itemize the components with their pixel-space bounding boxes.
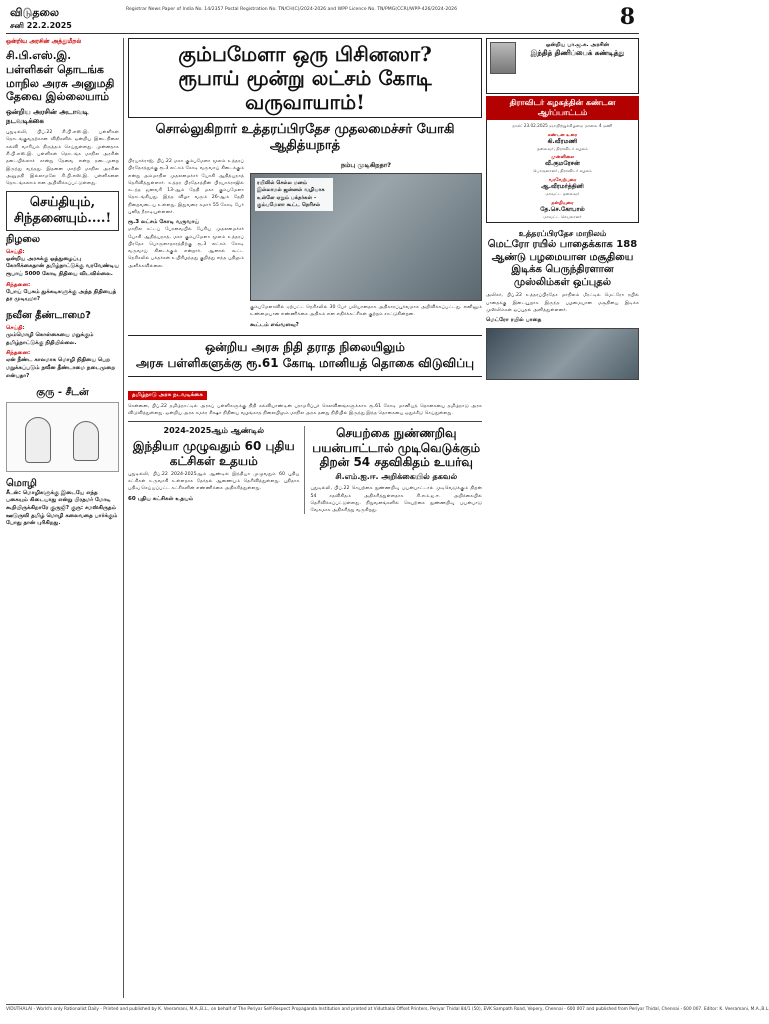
left-body: புதுடில்லி, பிப்.22 சி.பி.எஸ்.இ. பள்ளிகள் தொடங்குவதற்கான விதிகளில் ஒன்றிய இடைநிலை கல்வி வாரியம் திருத்தம் செய்துள்ளது. முன்னதாக சி.பி.எஸ்.இ. பள்ளிகள் தொடங்க மாநில அரசின் தடையில்லாச் சான்று தேவை என்ற நடைமுறை இருந்து வந்தது. இதனை மாற்றி மாநில அரசின் அனுமதி இல்லாமலே சி.பி.எஸ்.இ. பள்ளிகளை தொடங்கலாம் என அறிவிக்கப்பட்டுள்ளது. [6,130,119,187]
mozhi-text: சீடன்: மொழிகளுக்கு இடையே எந்த பகையும் கிடையாது என்று பிரதமர் மோடி கூறியிருக்கிறாரே குருஜி? குரு: சமஸ்கிருதம் ஊடுருவி தமிழ் மொழி கலைவதை பார்க்கும் போது தான் புரிகிறது. [6,489,118,527]
cartoon-title: குரு - சீடன் [36,386,89,398]
registration-line: Registrar News Paper of India No. 14/2357 Postal Registration No. TN/CH(C)/2024-2026 and WPP Licence No. TN/PMG(CCR)/WPP-426/2024-2026 [126,7,458,12]
new-parties-kicker: 2024-2025ஆம் ஆண்டில் [163,426,264,436]
lead-story [128,158,482,329]
q4-text: ஏன் நீண்ட காலமாக மொழி நிதியை பெற மறுக்கப்படும் நவீன தீண்டாமை நடைமுறை என்பதா? [6,357,116,379]
speaker-name: தே.செ.கோபால் [540,205,585,213]
lead-col1-text: பிரயாக்ராஜ், பிப்.22 மகா கும்பமேளா மூலம் உத்தரப் பிரதேசத்துக்கு ரூ.3 லட்சம் கோடி வருவாய் கிடைக்கும் என்று அம்மாநில முதலமைச்சர் யோகி ஆதித்யநாத் தெரிவித்துள்ளார். உத்தர பிரதேசத்தின் பிரயாக்ராஜில் கடந்த ஜனவரி 13-ஆம் தேதி மகா கும்பமேளா தொடங்கியது. இந்த விழா வரும் 26-ஆம் தேதி நிறைவடைய உள்ளது. இதுவரை சுமார் 55 கோடி பேர் புனித நீராடியுள்ளனர். [128,159,244,215]
lead-headline-line2: ரூபாய் மூன்று லட்சம் கோடி வருவாயாம்! [178,66,432,114]
lead-sub-b: கூட்டம் எவ்வளவு? [250,321,299,328]
lead-headline-box [128,38,482,118]
paper-name: விடுதலை [10,6,60,19]
mosque-headline: மெட்ரோ ரயில் பாதைக்காக 188 ஆண்டு பழமையான மசூதியை இடிக்க பெருந்திரளான முஸ்லிம்கள் ஒப்புதல் [487,239,638,288]
protest-band: திராவிடர் கழகத்தின் கண்டன ஆர்ப்பாட்டம் [486,96,639,120]
imprint-footer: VIDUTHALAI - World's only Rationalist Daily - Printed and published by K. Veeramani, M.A.,B.L., on behalf of The Periyar Self-Respect Propaganda Institution and printed at Viduthalai Offset Printers, Periyar Thidal 84/1 (50), EVK Sampath Road, Vepery, Chennai - 600 007 and published from Periyar Thidal, Chennai - 600 007. Editor: K. Veeramani, M.A.,B.L. [6,1004,639,1012]
lead-headline-line1: கும்பமேளா ஒரு பிசினஸா? [178,42,432,66]
news-thought-box [6,191,119,230]
speaker-3 [490,200,635,220]
left-column [6,38,124,998]
page-number: 8 [619,4,635,30]
lead-col1-text-cont: மாநில சட்டப் பேரவையில் பேசிய முதலமைச்சர் யோகி ஆதித்யநாத், மகா கும்பமேளா மூலம் உத்தரப் பிரதேச பொருளாதாரத்திற்கு ரூ.3 லட்சம் கோடி வருவாய் கிடைக்கும் என்றார். ஆனால் கூட்ட நெரிசலில் பக்தர்கள் உயிரிழந்தது குறித்து எந்த பதிலும் அளிக்கவில்லை. [128,227,244,269]
q3-text: மும்மொழி கொள்கையை மறுக்கும் தமிழ்நாட்டுக்கு நிதியில்லை. [6,332,94,346]
lead-sub-a: ரூ.3 லட்சம் கோடி வருவாய் [128,219,200,226]
new-parties-sub: 60 புதிய கட்சிகள் உதயம் [128,495,194,502]
lead-col2-text: கும்பமேளாவில் ஏற்பட்ட நெரிசலில் 30 பேர் பலியானதாக அதிகாரப்பூர்வமாக அறிவிக்கப்பட்டது. எனினும் உண்மையான எண்ணிக்கை அதிகம் என எதிர்க்கட்சிகள் குற்றம் சாட்டுகின்றன. [250,305,482,318]
protest-small: ஒன்றிய பா.ஜ.க. அரசின் [545,42,610,48]
q2-label: சிந்தனை: [6,281,31,288]
right-column [486,38,639,998]
school-grant-kicker: ஒன்றிய அரசு நிதி தராத நிலையிலும் [205,339,405,354]
q4-label: சிந்தனை: [6,350,31,357]
news-thought-title: செய்தியும், சிந்தனையும்....! [13,195,112,227]
protest-date: நாள்: 23.02.2025 ஞாயிற்றுக்கிழமை மாலை 4 மணி [512,123,613,128]
q1-label: செய்தி: [6,248,25,255]
lead-col-1 [128,158,244,329]
speaker-desc: மாவட்ட தலைவர் [545,191,580,197]
protest-announcement-header [486,38,639,94]
issue-date: சனி 22.2.2025 [10,21,72,30]
lead-subhead: சொல்லுகிறார் உத்தரப்பிரதேச முதலமைச்சர் யோகி ஆதித்யநாத் [155,122,455,153]
ai-body: புதுடில்லி, பிப்.22 செயற்கை நுண்ணறிவு பயன்பாட்டால் முடிவெடுக்கும் திறன் 54 சதவிகிதம் அதிகரித்துள்ளதாக சி.எம்.ஐ.ஈ. அறிக்கையில் தெரிவிக்கப்பட்டுள்ளது. நிறுவனங்களில் செயற்கை நுண்ணறிவு பயன்பாடு வேகமாக அதிகரித்து வருகிறது. [310,486,482,514]
protest-mid: இந்தித் திணிப்பைக் கண்டித்து [530,49,625,57]
photo-caption: ரயிலில் செல்ல மனம் இல்லாமல் ஜன்னல் வழியாக உள்ளே ஏறும் பக்தர்கள் - கும்பமேளா கூட்ட நெரிசல் [255,178,333,211]
nizhal-heading: நிழலை [6,233,41,245]
speaker-role: கண்டன உரை [547,132,578,138]
metro-sub: மெட்ரோ ரயில் பாதை [486,317,542,324]
speaker-0 [490,132,635,152]
speaker-role: வரவேற்புரை [548,178,577,184]
speaker-2 [490,177,635,197]
lead-col-2 [250,158,482,329]
main-column [128,38,482,998]
tn-govt-tag: தமிழ்நாடு அரசு நடவடிக்கை [128,391,207,400]
school-grant-banner [128,335,482,377]
speaker-desc: மாவட்ட செயலாளர் [543,213,582,219]
kumbh-crowd-photo [250,173,482,301]
speaker-role: முன்னிலை [550,155,575,161]
left-headline: சி.பி.எஸ்.இ. பள்ளிகள் தொடங்க மாநில அரசு அனுமதி தேவை இல்லையாம் [6,49,115,104]
disciple-figure-icon [73,421,99,461]
speaker-name: கி.வீரமணி [547,137,578,145]
school-grant-headline: அரசு பள்ளிகளுக்கு ரூ.61 கோடி மானியத் தொகை விடுவிப்பு [135,355,475,370]
protest-speakers [486,120,639,223]
mosque-photo [486,328,639,380]
inset-title: நம்பு முடிகிறதா? [340,161,392,169]
q1-text: ஒன்றிய அரசுக்கு ஒத்துழைப்பு கோரிக்கைதான் தமிழ்நாட்டுக்கு வரவேண்டிய ரூபாய் 5000 கோடி நிதியை விடவில்லை. [6,255,119,277]
mosque-body: அலிகர், பிப்.22 உத்தரப்பிரதேச மாநிலம் மீரட்டில் மெட்ரோ ரயில் பாதைக்கு இடையூறாக இருந்த பழமையான மசூதியை இடிக்க முஸ்லிம்கள் ஒப்புதல் அளித்துள்ளனர். [486,293,639,313]
speaker-1 [490,154,635,174]
speaker-name: வீ.குமரேசன் [545,160,580,168]
school-grant-story [128,381,482,418]
leader-portrait [490,42,516,74]
q3-label: செய்தி: [6,325,25,332]
guru-figure-icon [25,417,51,463]
q2-text: போய் பேசும் துக்கடிகளுக்கு அந்த நிதியைத் தர முடியுமா? [6,288,117,303]
lower-stories [128,426,482,514]
ai-headline: செயற்கை நுண்ணறிவு பயன்பாட்டால் முடிவெடுக்கும் திறன் 54 சதவிகிதம் உயர்வு [312,426,481,469]
left-head2: நவீன தீண்டாமை? [6,310,91,322]
new-parties-headline: இந்தியா முழுவதும் 60 புதிய கட்சிகள் உதயம் [132,439,295,468]
mozhi-title: மொழி [6,477,37,489]
up-kicker: உத்தரப்பிரதேச மாநிலம் [518,229,607,239]
masthead [6,4,639,34]
ai-story [311,426,483,514]
new-parties-body: புதுடில்லி, பிப்.22 2024-2025ஆம் ஆண்டில் இந்தியா முழுவதும் 60 புதிய கட்சிகள் உருவாகி உள்ளதாக தேர்தல் ஆணையம் தெரிவித்துள்ளது. புதிதாக பதிவு செய்யப்பட்ட கட்சிகளின் எண்ணிக்கை அதிகரித்துள்ளது. [128,471,300,492]
speaker-name: ஆ.வீரமர்த்தினி [541,183,584,191]
guru-disciple-cartoon [6,402,119,472]
left-subhead: ஒன்றிய அரசின் அடாவடி நடவடிக்கை [6,108,89,126]
speaker-desc: தலைவர், திராவிடர் கழகம் [537,145,588,151]
ai-subhead: சி.எம்.ஐ.ஈ. அறிக்கையில் தகவல் [335,472,458,482]
speaker-desc: பொருளாளர், திராவிடர் கழகம் [533,168,592,174]
school-grant-body: சென்னை, பிப்.22 தமிழ்நாட்டில் அரசுப் பள்ளிகளுக்கு நிதி கல்வியாண்டின் பராமரிப்புச் செலவினங்களுக்காக ரூ.61 கோடி மானியத் தொகையை தமிழ்நாடு அரசு விடுவித்துள்ளது. ஒன்றிய அரசு சமக்ர சிக்ஷா நிதியை வழங்காத நிலையிலும் மாநில அரசு தனது நிதியில் இருந்து இந்த தொகையை ஒதுக்கீடு செய்துள்ளது. [128,403,482,416]
left-kicker: ஒன்றிய அரசின் அத்துமீறல் [6,38,82,45]
new-parties-story [128,426,305,514]
speaker-role: நன்றியுரை [551,200,574,206]
